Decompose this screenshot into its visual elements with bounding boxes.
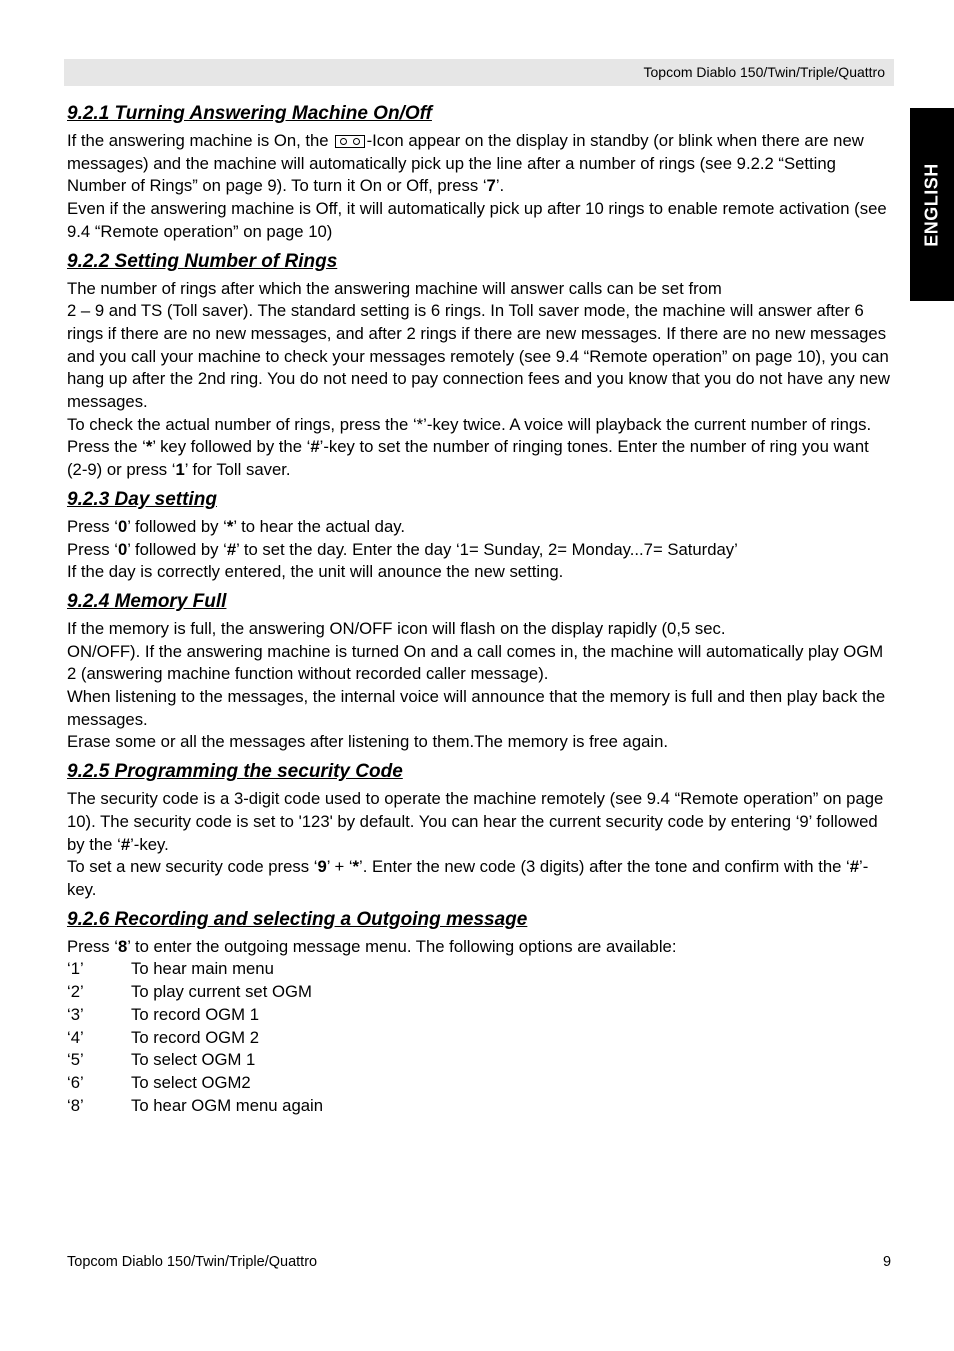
section-9-2-4-paragraph-2: ON/OFF). If the answering machine is turned On and a call comes in, the machine will automatically play OGM 2 (answering machine function without recorded caller message). (67, 641, 884, 684)
text-run: ’ + ‘ (326, 857, 353, 877)
text-run: The security code is a 3-digit code used to operate the machine remotely (see 9.4 “Remote operation” on page 10). The security code is set to '123' by default. You can hear the current security code by entering ‘9’ followed by the ‘ (67, 789, 884, 854)
page-number: 9 (883, 1254, 892, 1270)
section-9-2-2-paragraph-1: The number of rings after which the answering machine will answer calls can be set from (67, 278, 722, 298)
key-label: # (120, 834, 131, 854)
header-bar (64, 59, 894, 86)
section-heading-9-2-3: 9.2.3 Day setting (67, 488, 217, 510)
text-run: Press ‘ (67, 936, 118, 956)
text-run: ’. (495, 176, 505, 196)
key-label: * (226, 516, 234, 536)
ogm-options-list (67, 958, 891, 1117)
section-9-2-2-paragraph-3: To check the actual number of rings, press the ‘*’-key twice. A voice will playback the current number of rings. (67, 414, 872, 434)
key-label: # (849, 857, 860, 877)
section-heading-9-2-6: 9.2.6 Recording and selecting a Outgoing message (67, 908, 528, 930)
section-9-2-5-paragraph-1 (67, 788, 891, 856)
answering-machine-icon (335, 135, 365, 148)
list-item (67, 958, 891, 981)
option-text: To select OGM 1 (131, 1050, 256, 1070)
text-run: ’. Enter the new code (3 digits) after the tone and confirm with the ‘ (359, 857, 850, 877)
text-run: ’ key followed by the ‘ (152, 437, 311, 457)
key-label: 9 (317, 857, 327, 877)
option-key: ‘8’ (67, 1095, 84, 1115)
text-run: ’ to hear the actual day. (233, 516, 405, 536)
text-run: ’-key. (130, 834, 169, 854)
text-run: ’-key. (67, 857, 869, 899)
section-9-2-6-intro (67, 936, 891, 959)
key-label: 8 (118, 936, 128, 956)
list-item (67, 1072, 891, 1095)
section-9-2-1-paragraph-2: Even if the answering machine is Off, it will automatically pick up after 10 rings to enable remote activation (see 9.4 “Remote operation” on page 10) (67, 199, 887, 241)
text-run: ’ followed by ‘ (127, 539, 227, 559)
key-label: 1 (175, 460, 185, 480)
section-9-2-4-paragraph-3: When listening to the messages, the internal voice will announce that the memory is full and then play back the messages. (67, 687, 886, 729)
key-label: * (145, 437, 153, 457)
text-run: ’ for Toll saver. (184, 460, 291, 480)
option-text: To hear main menu (131, 959, 274, 979)
section-heading-9-2-5: 9.2.5 Programming the security Code (67, 761, 403, 783)
section-9-2-4-paragraph-1: If the memory is full, the answering ON/OFF icon will flash on the display rapidly (0,5 sec. (67, 618, 726, 638)
section-9-2-4-paragraph-4: Erase some or all the messages after listening to them.The memory is free again. (67, 732, 669, 752)
list-item (67, 1027, 891, 1050)
option-key: ‘3’ (67, 1004, 84, 1024)
section-9-2-3-line-3: If the day is correctly entered, the unit will anounce the new setting. (67, 562, 564, 582)
option-key: ‘2’ (67, 982, 84, 1002)
language-tab (910, 108, 954, 301)
option-text: To select OGM2 (131, 1072, 251, 1092)
key-label: 0 (118, 539, 128, 559)
option-text: To hear OGM menu again (131, 1095, 324, 1115)
list-item (67, 1004, 891, 1027)
option-key: ‘1’ (67, 959, 84, 979)
text-run: ’ to enter the outgoing message menu. The following options are available: (127, 936, 677, 956)
language-tab-label: ENGLISH (921, 162, 942, 247)
section-heading-9-2-4: 9.2.4 Memory Full (67, 590, 227, 612)
option-key: ‘6’ (67, 1072, 84, 1092)
section-9-2-3-line-2 (67, 539, 891, 562)
section-9-2-3-line-1 (67, 516, 891, 539)
option-key: ‘4’ (67, 1027, 84, 1047)
text-run: Press ‘ (67, 516, 118, 536)
option-text: To record OGM 1 (131, 1004, 259, 1024)
key-label: # (310, 437, 320, 457)
key-label: 0 (118, 516, 128, 536)
text-run: ’-key to set the number of ringing tones. Enter the number of ring you want (2-9) or press ‘ (67, 437, 869, 480)
section-9-2-2-paragraph-4 (67, 436, 891, 481)
section-9-2-1-paragraph-1 (67, 130, 891, 198)
footer-title: Topcom Diablo 150/Twin/Triple/Quattro (67, 1254, 318, 1270)
option-text: To play current set OGM (131, 982, 312, 1002)
text-run: To set a new security code press ‘ (67, 857, 318, 877)
text-run: ’ to set the day. Enter the day ‘1= Sunday, 2= Monday...7= Saturday’ (236, 539, 738, 559)
list-item (67, 1049, 891, 1072)
list-item (67, 1095, 891, 1118)
text-run: ’ followed by ‘ (127, 516, 227, 536)
header-title: Topcom Diablo 150/Twin/Triple/Quattro (643, 64, 885, 80)
section-heading-9-2-2: 9.2.2 Setting Number of Rings (67, 250, 338, 272)
key-label: # (226, 539, 237, 559)
section-heading-9-2-1: 9.2.1 Turning Answering Machine On/Off (67, 103, 432, 124)
key-label: * (352, 857, 360, 877)
text-run: If the answering machine is On, the (67, 131, 329, 150)
text-run: Press ‘ (67, 539, 118, 559)
list-item (67, 981, 891, 1004)
section-9-2-5-paragraph-2 (67, 856, 891, 901)
section-9-2-2-paragraph-2: 2 – 9 and TS (Toll saver). The standard setting is 6 rings. In Toll saver mode, the machine will answer after 6 rings if there are no new messages, and after 2 rings if there are new messages. If there are no new messages and you call your machine to check your messages remotely (see 9.4 “Remote operation” on page 10), you can hang up after the 2nd ring. You do not need to pay connection fees and you know that you do not have any new messages. (67, 301, 890, 412)
option-text: To record OGM 2 (131, 1027, 259, 1047)
page-content (67, 102, 891, 1117)
key-label: 7 (486, 176, 496, 196)
option-key: ‘5’ (67, 1050, 84, 1070)
text-run: Press the ‘ (67, 437, 146, 457)
text-run: -Icon appear on the display in standby (or blink when there are new messages) and the machine will automatically pick up the line after a number of rings (see 9.2.2 “Setting Number of Rings” on page 9). To turn it On or Off, press ‘ (67, 131, 864, 196)
